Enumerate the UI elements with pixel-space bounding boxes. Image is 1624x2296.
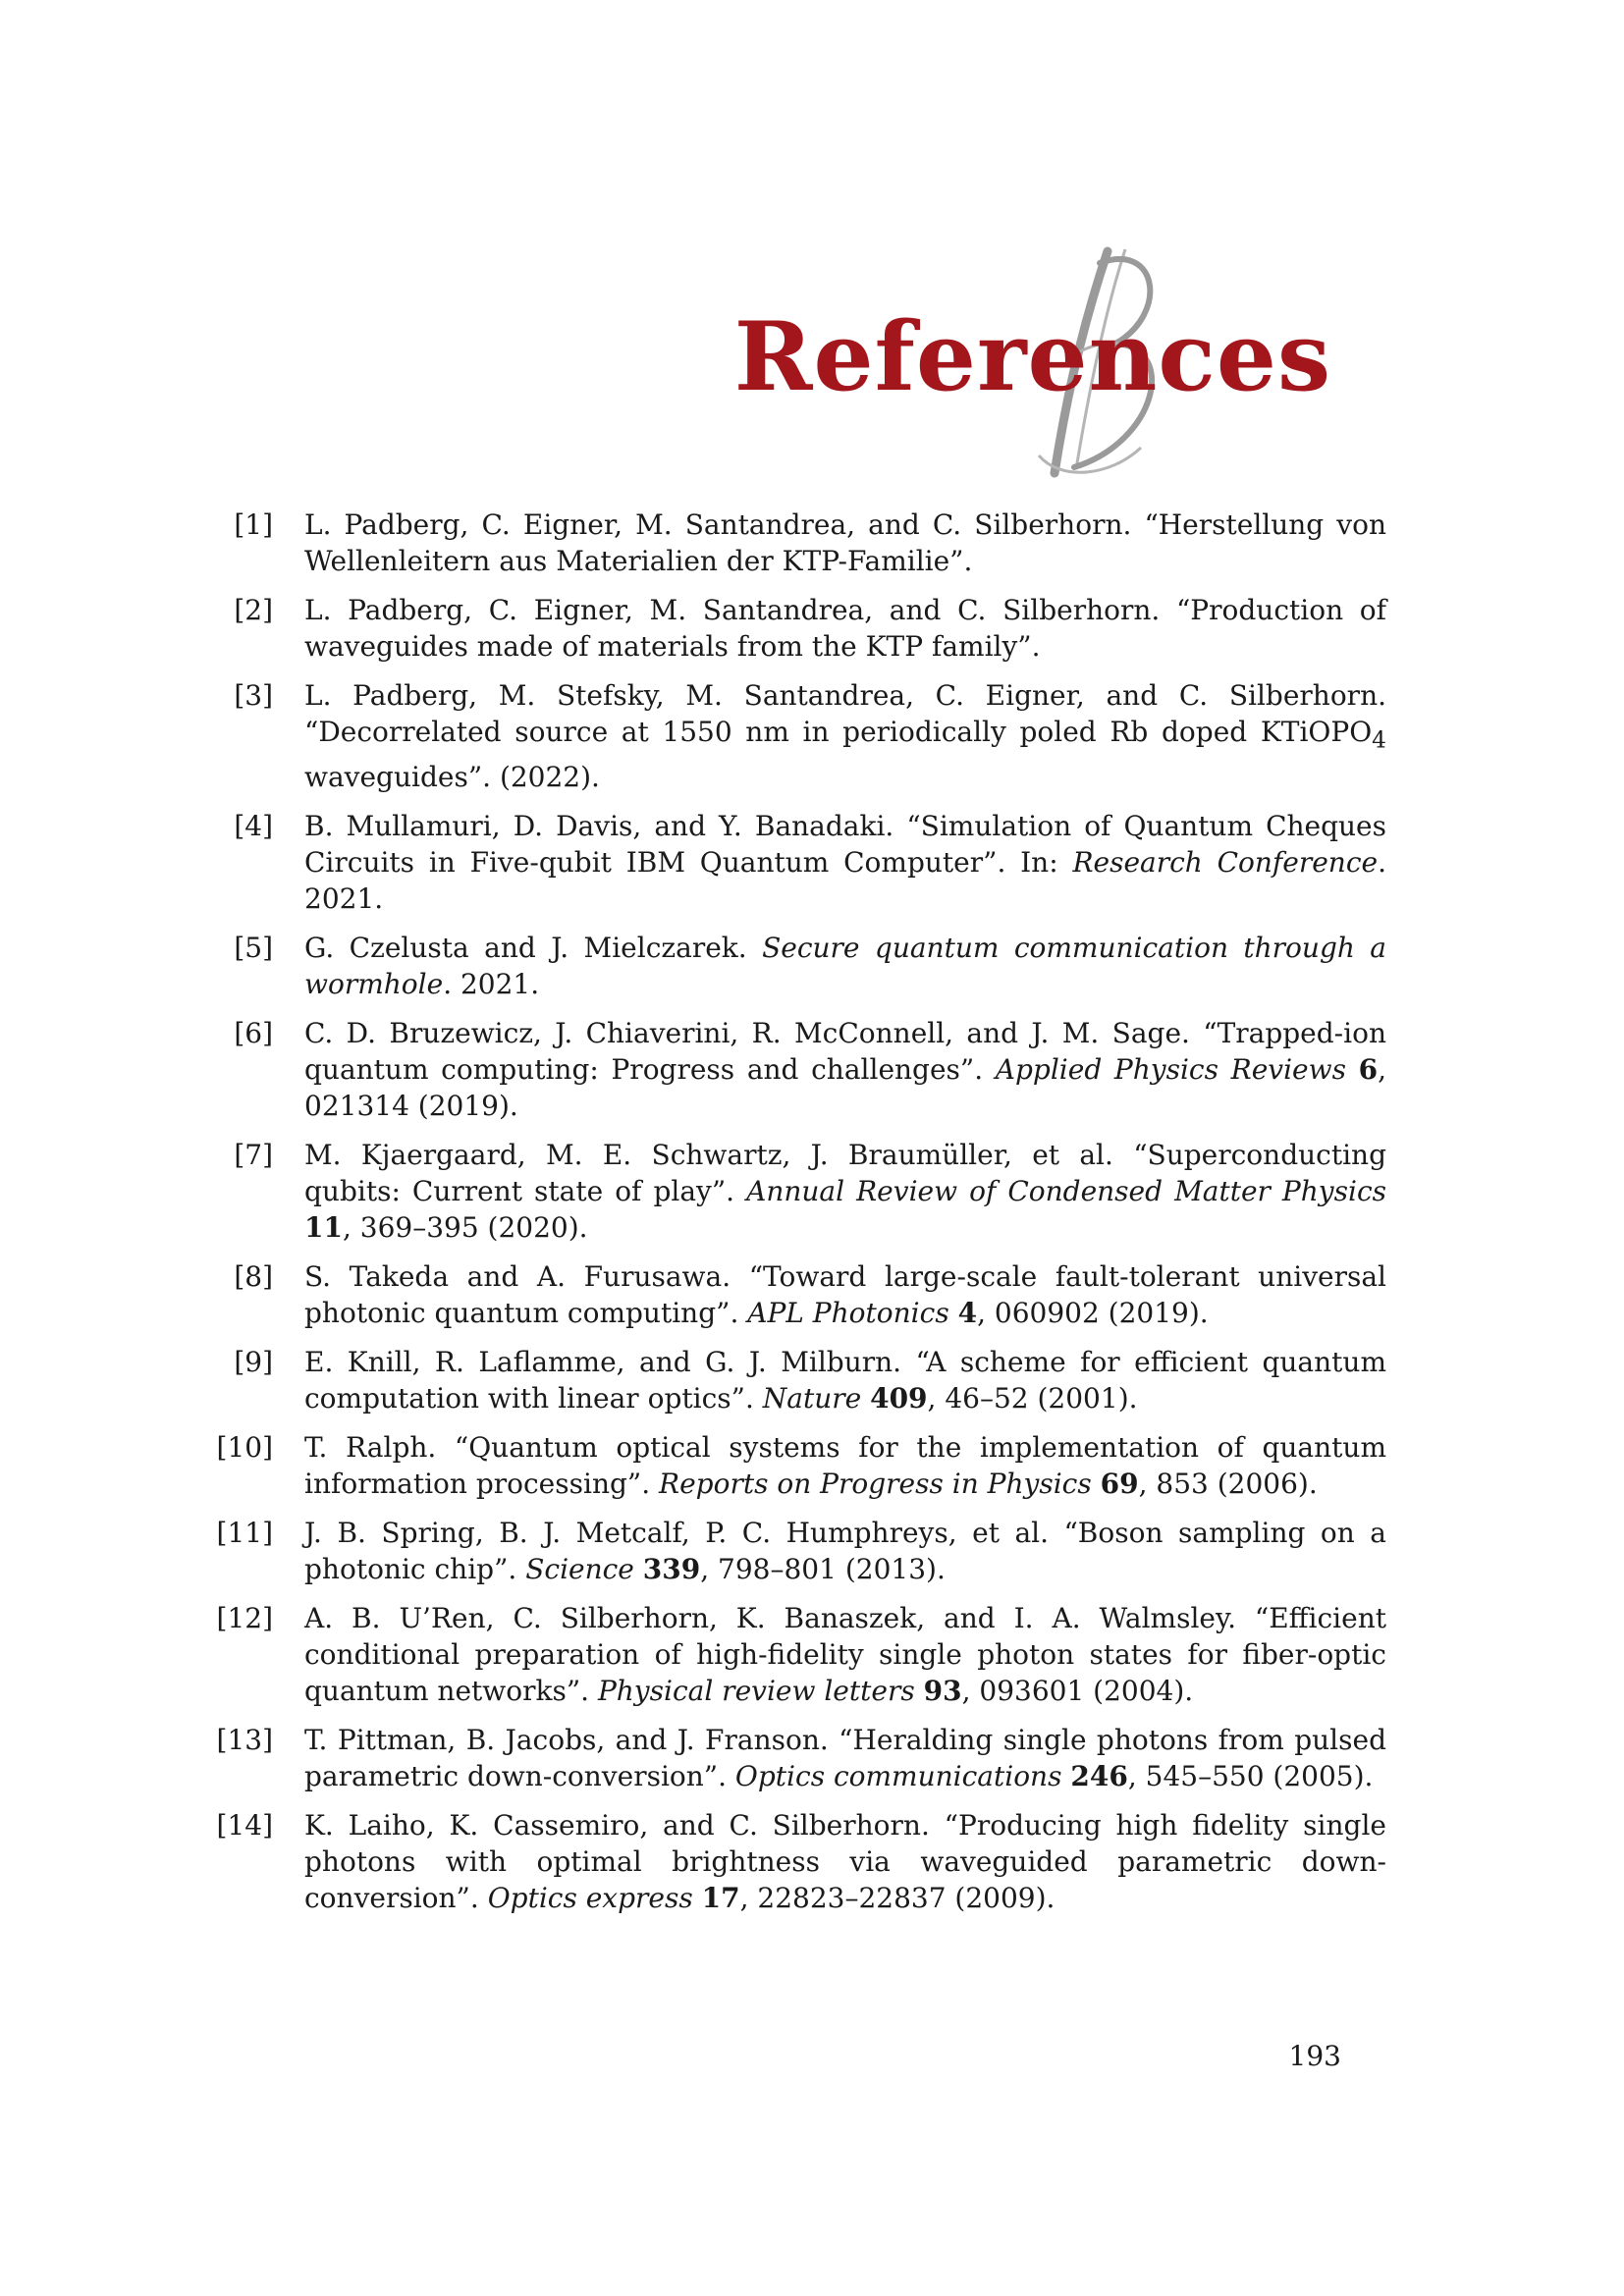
reference-text: A. B. U’Ren, C. Silberhorn, K. Banaszek, and I. A. Walmsley. “Efficient conditional preparation of high-fidelity single photon states for fiber-optic quantum networks”. bbox=[304, 1601, 1386, 1707]
reference-venue: Research Conference bbox=[1072, 845, 1379, 879]
reference-text-tail: , 798–801 (2013). bbox=[700, 1552, 946, 1585]
reference-journal: Optics express bbox=[487, 1881, 693, 1914]
reference-volume: 246 bbox=[1070, 1759, 1128, 1792]
reference-text-tail: , 093601 (2004). bbox=[961, 1674, 1194, 1707]
reference-text: J. B. Spring, B. J. Metcalf, P. C. Humphreys, et al. “Boson sampling on a photonic chip”. bbox=[304, 1516, 1386, 1585]
reference-list bbox=[218, 507, 1386, 1929]
reference-space bbox=[915, 1675, 924, 1707]
reference-number: [2] bbox=[234, 594, 273, 626]
reference-subscript: 4 bbox=[1372, 725, 1386, 754]
reference-item bbox=[218, 930, 1386, 1002]
reference-item bbox=[218, 1600, 1386, 1709]
reference-item bbox=[218, 808, 1386, 917]
reference-volume: 409 bbox=[870, 1381, 928, 1415]
reference-space bbox=[1092, 1468, 1101, 1500]
reference-journal: Annual Review of Condensed Matter Physics bbox=[746, 1174, 1386, 1207]
reference-number: [4] bbox=[234, 809, 273, 842]
reference-text: K. Laiho, K. Cassemiro, and C. Silberhorn. “Producing high fidelity single photons with optimal brightness via waveguided parametric down-conversion”. bbox=[304, 1808, 1386, 1914]
reference-text: B. Mullamuri, D. Davis, and Y. Banadaki. “Simulation of Quantum Cheques Circuits in Five-qubit IBM Quantum Computer”. In: bbox=[304, 809, 1386, 879]
reference-text-tail: , 545–550 (2005). bbox=[1127, 1759, 1374, 1792]
reference-item bbox=[218, 1344, 1386, 1416]
reference-space bbox=[949, 1297, 958, 1329]
reference-journal: Physical review letters bbox=[597, 1674, 915, 1707]
reference-text-tail: , 853 (2006). bbox=[1138, 1467, 1318, 1500]
reference-text-tail: . 2021. bbox=[304, 845, 1386, 915]
reference-item bbox=[218, 1258, 1386, 1331]
reference-number: [13] bbox=[216, 1723, 273, 1756]
reference-journal: Optics communications bbox=[734, 1759, 1062, 1792]
reference-text: C. D. Bruzewicz, J. Chiaverini, R. McConnell, and J. M. Sage. “Trapped-ion quantum computing: Progress and challenges”. bbox=[304, 1016, 1386, 1086]
reference-item bbox=[218, 1807, 1386, 1916]
reference-text-tail: waveguides”. (2022). bbox=[304, 760, 600, 793]
reference-journal: Science bbox=[525, 1552, 634, 1585]
reference-text: L. Padberg, C. Eigner, M. Santandrea, and C. Silberhorn. “Production of waveguides made of materials from the KTP family”. bbox=[304, 594, 1386, 663]
reference-text-tail: , 46–52 (2001). bbox=[927, 1381, 1138, 1415]
reference-item bbox=[218, 1722, 1386, 1794]
reference-number: [12] bbox=[216, 1601, 273, 1634]
reference-journal: Nature bbox=[762, 1381, 862, 1415]
reference-number: [7] bbox=[234, 1138, 273, 1171]
reference-text-tail: , 369–395 (2020). bbox=[342, 1210, 588, 1244]
reference-number: [11] bbox=[216, 1516, 273, 1549]
reference-volume: 339 bbox=[642, 1552, 701, 1585]
reference-item bbox=[218, 592, 1386, 665]
reference-volume: 69 bbox=[1100, 1467, 1139, 1500]
reference-volume: 11 bbox=[304, 1210, 343, 1244]
reference-journal: Reports on Progress in Physics bbox=[659, 1467, 1092, 1500]
reference-text-tail: , 021314 (2019). bbox=[304, 1052, 1387, 1122]
reference-text: G. Czelusta and J. Mielczarek. bbox=[304, 931, 763, 964]
reference-number: [8] bbox=[234, 1259, 273, 1293]
reference-journal: APL Photonics bbox=[747, 1296, 949, 1329]
reference-text: L. Padberg, C. Eigner, M. Santandrea, and C. Silberhorn. “Herstellung von Wellenleitern aus Materialien der KTP-Familie”. bbox=[304, 508, 1386, 577]
reference-number: [10] bbox=[216, 1430, 273, 1464]
reference-item bbox=[218, 507, 1386, 579]
reference-journal: Applied Physics Reviews bbox=[995, 1052, 1346, 1086]
reference-space bbox=[861, 1382, 870, 1415]
reference-text: T. Pittman, B. Jacobs, and J. Franson. “Heralding single photons from pulsed parametric down-conversion”. bbox=[304, 1723, 1386, 1792]
chapter-heading bbox=[733, 245, 1355, 481]
reference-volume: 4 bbox=[957, 1296, 978, 1329]
reference-text: L. Padberg, M. Stefsky, M. Santandrea, C. Eigner, and C. Silberhorn. “Decorrelated source at 1550 nm in periodically poled Rb doped KTiOPO bbox=[304, 679, 1386, 748]
reference-text-tail: , 22823–22837 (2009). bbox=[739, 1881, 1056, 1914]
reference-item bbox=[218, 1137, 1386, 1246]
reference-item bbox=[218, 1015, 1386, 1124]
reference-number: [3] bbox=[234, 679, 273, 712]
page-number: 193 bbox=[1288, 2040, 1341, 2072]
reference-venue: Secure quantum communication through a wormhole bbox=[304, 931, 1387, 1000]
reference-space bbox=[1346, 1053, 1359, 1086]
reference-number: [14] bbox=[216, 1808, 273, 1842]
reference-item bbox=[218, 677, 1386, 795]
reference-text-tail: , 060902 (2019). bbox=[977, 1296, 1209, 1329]
chapter-title: References bbox=[733, 301, 1331, 412]
reference-space bbox=[693, 1882, 702, 1914]
reference-number: [1] bbox=[234, 508, 273, 541]
reference-volume: 93 bbox=[923, 1674, 962, 1707]
reference-space bbox=[634, 1553, 643, 1585]
reference-item bbox=[218, 1429, 1386, 1502]
reference-number: [9] bbox=[234, 1345, 273, 1378]
reference-text: T. Ralph. “Quantum optical systems for the implementation of quantum information processing”. bbox=[304, 1430, 1386, 1500]
reference-text: E. Knill, R. Laflamme, and G. J. Milburn. “A scheme for efficient quantum computation with linear optics”. bbox=[304, 1345, 1386, 1415]
reference-number: [6] bbox=[234, 1016, 273, 1049]
reference-volume: 6 bbox=[1358, 1052, 1379, 1086]
reference-volume: 17 bbox=[701, 1881, 740, 1914]
reference-number: [5] bbox=[234, 931, 273, 964]
reference-item bbox=[218, 1515, 1386, 1587]
reference-text-tail: . 2021. bbox=[443, 967, 540, 1000]
reference-text: S. Takeda and A. Furusawa. “Toward large-scale fault-tolerant universal photonic quantum computing”. bbox=[304, 1259, 1386, 1329]
reference-text: M. Kjaergaard, M. E. Schwartz, J. Braumüller, et al. “Superconducting qubits: Current state of play”. bbox=[304, 1138, 1386, 1207]
